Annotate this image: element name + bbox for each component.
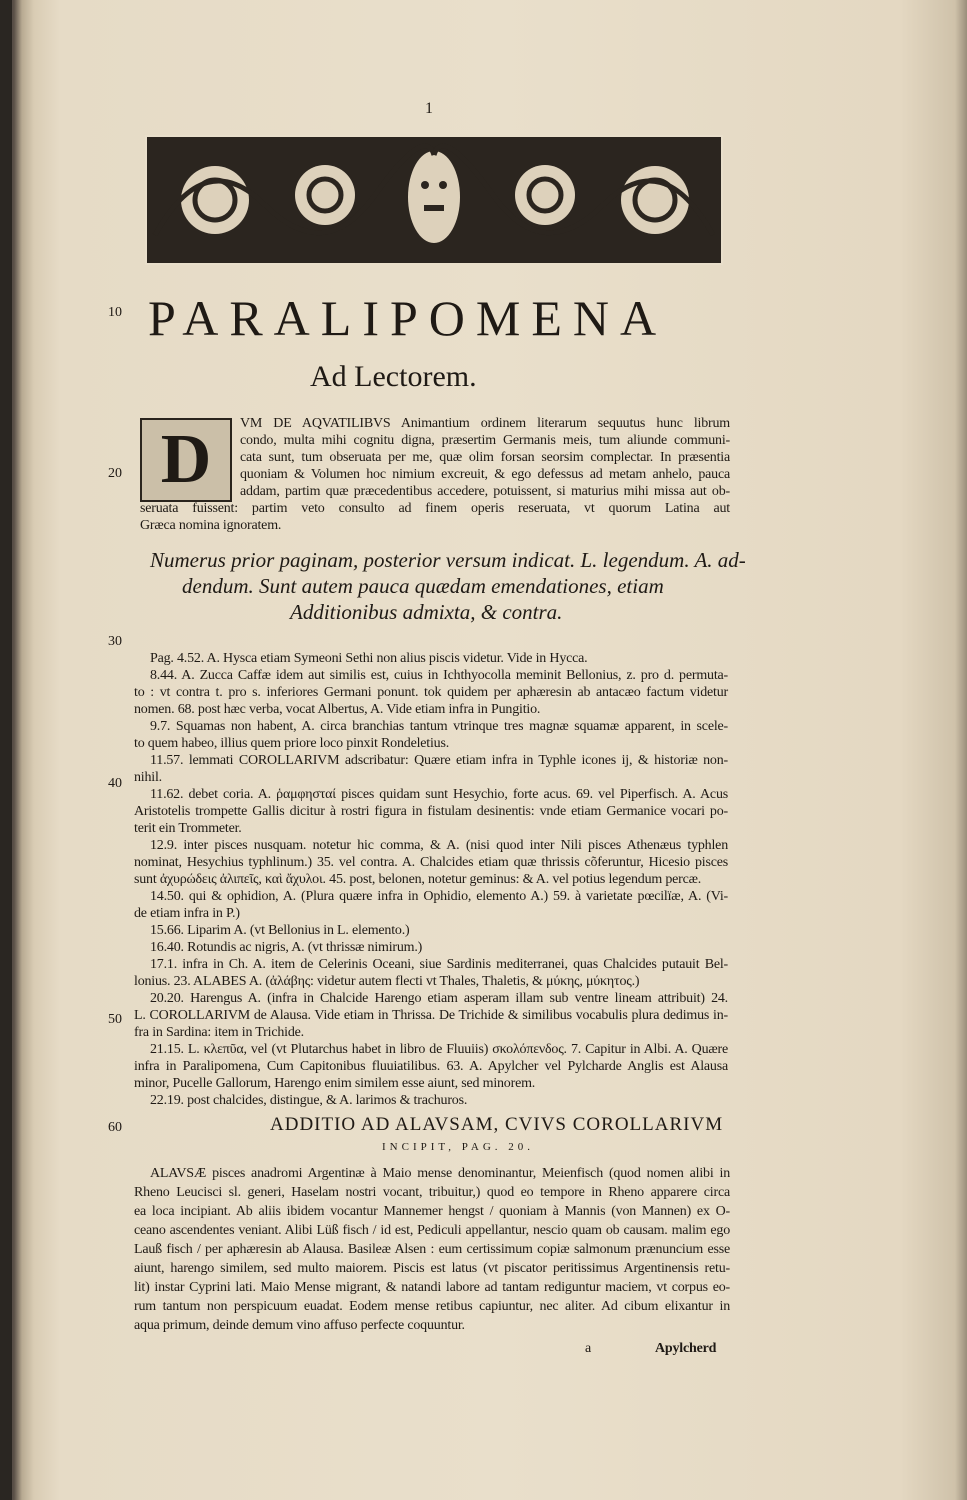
- emendation-line: sunt ἀχυρώδεις ἀλιπεῖς, καὶ ἄχυλοι. 45. post, belonen, notetur geminus: & A. vel potius legendum percæ.: [134, 872, 702, 887]
- emendation-line: 16.40. Rotundis ac nigris, A. (vt thrissæ nimirum.): [150, 940, 423, 955]
- section-heading: ADDITIO AD ALAVSAM, CVIVS COROLLARIVM: [270, 1114, 724, 1135]
- emendation-line: 17.1. infra in Ch. A. item de Celerinis Oceani, siue Sardinis mediterranei, quas Chalcides putauit Bel-: [150, 957, 728, 972]
- margin-line-number: 50: [108, 1012, 122, 1027]
- emendation-line: infra in Paralipomena, Cum Capitonibus fluuiatilibus. 63. A. Apylcher vel Pylcharde Anglis est Alausa: [134, 1059, 728, 1074]
- text-line: aqua primum, deinde demum vino affuso perfecte coquuntur.: [134, 1318, 465, 1333]
- emendation-line: nomen. 68. post hæc verba, vocat Albertus, A. Vide etiam infra in Pungitio.: [134, 702, 541, 717]
- margin-line-number: 20: [108, 466, 122, 481]
- text-line: Rheno Leucisci sl. generi, Haselam nostri vocant, tribuitur,) quod eo tempore in Rheno apparere circa: [134, 1185, 730, 1200]
- page-title: PARALIPOMENA: [148, 290, 668, 346]
- text-line: ceano ascendentes veniant. Alibi Lüß fisch / id est, Pediculi appellantur, nescio quam ob causam. malim ego: [134, 1223, 730, 1238]
- section-subheading: INCIPIT, PAG. 20.: [382, 1141, 535, 1153]
- text-line: Lauß fisch / per aphæresin ab Alausa. Basileæ Alsen : eum certissimum copiæ salmonum prænuncium esse: [134, 1242, 730, 1257]
- emendation-line: de etiam infra in P.): [134, 906, 240, 921]
- text-line: ALAVSÆ pisces anadromi Argentinæ à Maio mense denominantur, Meienfisch (quod nomen alibi in: [150, 1166, 730, 1181]
- text-line: lit) instar Cyprini lati. Maio Mense migrant, & natandi labore ad tantam rediguntur maciem, vt corpus eo-: [134, 1280, 730, 1295]
- text-line: quoniam & Volumen hoc nimium excreuit, & ego defessus ad metam anhelo, pauca: [240, 467, 730, 482]
- emendation-line: to quem habeo, illius quem priore loco pinxit Rondeletius.: [134, 736, 450, 751]
- emendation-line: minor, Pucelle Gallorum, Harengo enim similem esse aiunt, sed minorem.: [134, 1076, 536, 1091]
- page-number: 1: [425, 100, 433, 117]
- emendation-line: L. COROLLARIVM de Alausa. Vide etiam in Thrissa. De Trichide & similibus vocabulis plura dedimus in-: [134, 1008, 728, 1023]
- emendation-line: 14.50. qui & ophidion, A. (Plura quære infra in Ophidio, elemento A.) 59. à varietate pœcilïæ, A. (Vi-: [150, 889, 728, 904]
- emendation-line: nihil.: [134, 770, 162, 785]
- italic-line: Numerus prior paginam, posterior versum indicat. L. legendum. A. ad-: [150, 548, 746, 572]
- catchword: Apylcherd: [655, 1341, 717, 1356]
- text-line: cata sunt, tum obseruata per me, quæ olim forsan seorsim complectar. In præsentia: [240, 450, 730, 465]
- emendation-line: Pag. 4.52. A. Hysca etiam Symeoni Sethi non alius piscis videtur. Vide in Hycca.: [150, 651, 588, 666]
- emendation-line: nominat, Hesychius typhlinum.) 35. vel contra. A. Chalcides etiam quæ thrissis cõferuntur, Hicesio pisces: [134, 855, 728, 870]
- text-line: condo, multa mihi cognitu digna, præsertim Germanis meis, tum aliunde communi-: [240, 433, 730, 448]
- emendation-line: Aristotelis trompette Gallis dicitur à rostri figura in fistulam desinentis: vnde etiam Germanice vocari po-: [134, 804, 728, 819]
- page-subtitle: Ad Lectorem.: [310, 360, 477, 393]
- italic-line: Additionibus admixta, & contra.: [290, 600, 563, 624]
- emendation-line: 9.7. Squamas non habent, A. circa branchias tantum vtrinque tres magnæ squamæ apparent, in scele-: [150, 719, 728, 734]
- text-line: VM DE AQVATILIBVS Animantium ordinem literarum sequutus hunc librum: [240, 416, 730, 431]
- margin-line-number: 10: [108, 305, 122, 320]
- text-line: aiunt, harengo similem, sed multo maiorem. Piscis est latus (vt piscator peritissimus Argentinensis retu-: [134, 1261, 730, 1276]
- emendation-line: to : vt contra t. pro s. inferiores Germani ponunt. tok quidem per aphæresin ab antacæo factum videtur: [134, 685, 728, 700]
- emendation-line: 11.62. debet coria. A. ῥαμφησταί pisces quidam sunt Hesychio, forte acus. 69. vel Piperfisch. A. Acus: [150, 787, 728, 802]
- emendation-line: 15.66. Liparim A. (vt Bellonius in L. elemento.): [150, 923, 410, 938]
- text-line: rum tantum non perspicuum euadat. Eodem mense retibus capiuntur, nec aliter. Ad cibum elixantur in: [134, 1299, 730, 1314]
- margin-line-number: 40: [108, 776, 122, 791]
- emendation-line: 22.19. post chalcides, distingue, & A. larimos & trachuros.: [150, 1093, 468, 1108]
- emendation-line: 8.44. A. Zucca Caffæ idem aut similis est, cuius in Ichthyocolla meminit Bellonius, z. pro d. permuta-: [150, 668, 728, 683]
- emendation-line: 11.57. lemmati COROLLARIVM adscribatur: Quære etiam infra in Typhle icones ij, & historiæ non-: [150, 753, 728, 768]
- text-line: addam, partim quæ præcedentibus accedere, potuissent, si maturius mihi missa aut ob-: [240, 484, 730, 499]
- text-line: ea loca incipiant. Ab aliis ibidem vocantur Mannemer hengst / quoniam à Mannis (von Mannen) ex O-: [134, 1204, 730, 1219]
- drop-cap: D: [140, 418, 232, 502]
- decorative-headpiece: [145, 135, 723, 265]
- emendation-line: terit ein Trommeter.: [134, 821, 242, 836]
- margin-line-number: 60: [108, 1120, 122, 1135]
- emendation-line: 21.15. L. κλεπῦα, vel (vt Plutarchus habet in libro de Fluuiis) σκολόπενδος. 7. Capitur in Albi. A. Quære: [150, 1042, 728, 1057]
- book-binding: [0, 0, 12, 1500]
- emendation-line: lonius. 23. ALABES A. (ἀλάβης: videtur autem flecti vt Thales, Thaletis, & μύκης, μύκητος.): [134, 974, 640, 989]
- emendation-line: 12.9. inter pisces nusquam. notetur hic comma, & A. (nisi quod inter Nili pisces Athenæus typhlen: [150, 838, 728, 853]
- margin-line-number: 30: [108, 634, 122, 649]
- signature-mark: a: [585, 1341, 592, 1356]
- emendation-line: 20.20. Harengus A. (infra in Chalcide Harengo etiam asperam illam sub ventre lineam attribuit) 24.: [150, 991, 728, 1006]
- italic-line: dendum. Sunt autem pauca quædam emendationes, etiam: [182, 574, 664, 598]
- emendation-line: fra in Sardina: item in Trichide.: [134, 1025, 304, 1040]
- text-line: seruata fuissent: partim veto consulto ad finem operis reseruata, vt quorum Latina aut: [140, 501, 730, 516]
- text-line: Græca nomina ignoratem.: [140, 518, 282, 533]
